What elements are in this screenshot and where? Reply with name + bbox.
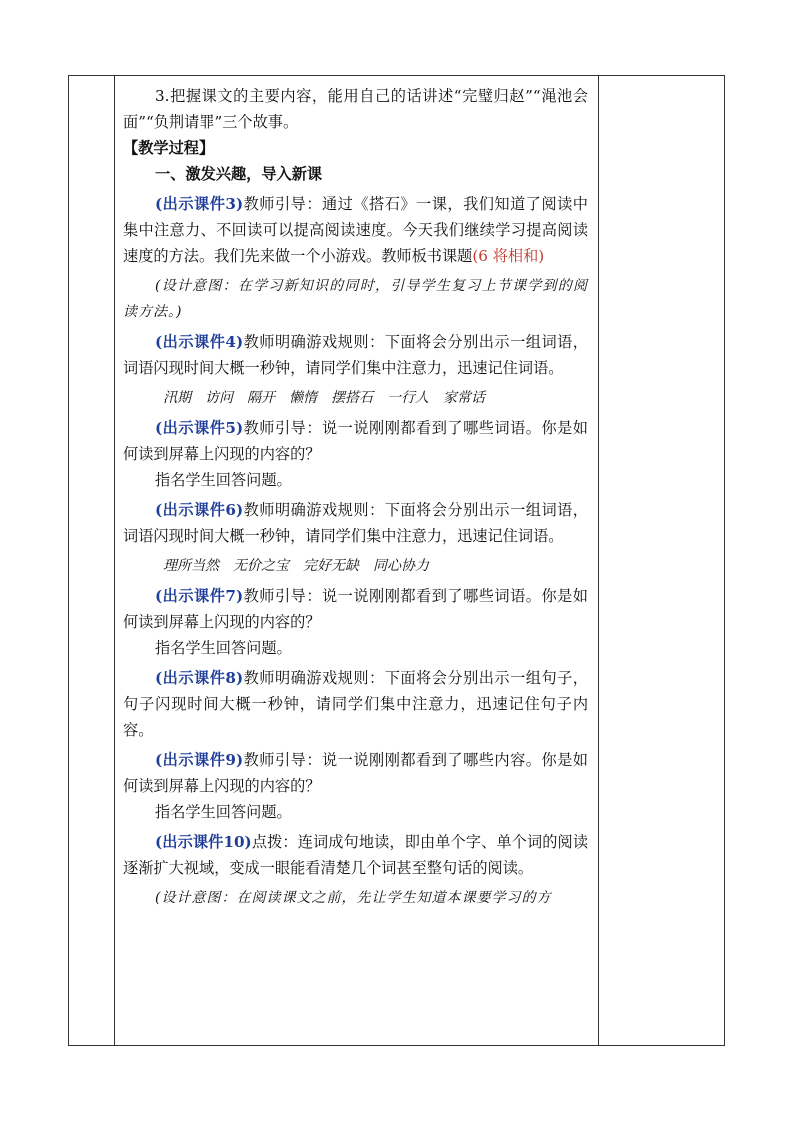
section-title: 【教学过程】 xyxy=(123,139,215,157)
paragraph-courseware-3: (出示课件3)教师引导：通过《搭石》一课，我们知道了阅读中集中注意力、不回读可以提高阅读速度。今天我们继续学习提高阅读速度的方法。我们先来做一个小游戏。教师板书课题(6 将相和) xyxy=(123,195,588,265)
design-intent-1: (设计意图：在学习新知识的同时，引导学生复习上节课学到的阅读方法。) xyxy=(123,278,588,320)
paragraph-courseware-10: (出示课件10)点拨：连词成句地读，即由单个字、单个词的阅读逐渐扩大视域，变成一眼能看清楚几个词甚至整句话的阅读。 xyxy=(123,833,589,877)
lesson-plan-table xyxy=(68,75,725,1046)
courseware-tag: (出示课件3) xyxy=(155,195,244,213)
answer-2: 指名学生回答问题。 xyxy=(155,639,292,657)
answer-3: 指名学生回答问题。 xyxy=(155,803,292,821)
column-divider-right xyxy=(598,76,599,1045)
paragraph-courseware-7: (出示课件7)教师引导：说一说刚刚都看到了哪些词语。你是如何读到屏幕上闪现的内容的？ xyxy=(123,587,588,631)
lesson-title: (6 将相和) xyxy=(472,247,545,265)
paragraph-courseware-8: (出示课件8)教师明确游戏规则：下面将会分别出示一组句子，句子闪现时间大概一秒钟，请同学们集中注意力，迅速记住句子内容。 xyxy=(123,669,588,739)
lesson-content xyxy=(115,76,598,911)
paragraph-courseware-4: (出示课件4)教师明确游戏规则：下面将会分别出示一组词语，词语闪现时间大概一秒钟，请同学们集中注意力，迅速记住词语。 xyxy=(123,333,588,377)
word-group-2: 理所当然 无价之宝 完好无缺 同心协力 xyxy=(163,558,429,574)
word-group-1: 汛期 访问 隔开 懒惰 摆搭石 一行人 家常话 xyxy=(163,390,485,406)
design-intent-2: (设计意图：在阅读课文之前，先让学生知道本课要学习的方 xyxy=(155,890,552,906)
part1-title: 一、激发兴趣，导入新课 xyxy=(155,165,323,183)
answer-1: 指名学生回答问题。 xyxy=(155,471,292,489)
paragraph-courseware-6: (出示课件6)教师明确游戏规则：下面将会分别出示一组词语，词语闪现时间大概一秒钟，请同学们集中注意力，迅速记住词语。 xyxy=(123,501,588,545)
paragraph-courseware-9: (出示课件9)教师引导：说一说刚刚都看到了哪些内容。你是如何读到屏幕上闪现的内容的？ xyxy=(123,751,588,795)
objective-3: 3.把握课文的主要内容，能用自己的话讲述“完璧归赵”“渑池会面”“负荆请罪”三个故事。 xyxy=(123,87,588,131)
paragraph-courseware-5: (出示课件5)教师引导：说一说刚刚都看到了哪些词语。你是如何读到屏幕上闪现的内容的？ xyxy=(123,419,588,463)
